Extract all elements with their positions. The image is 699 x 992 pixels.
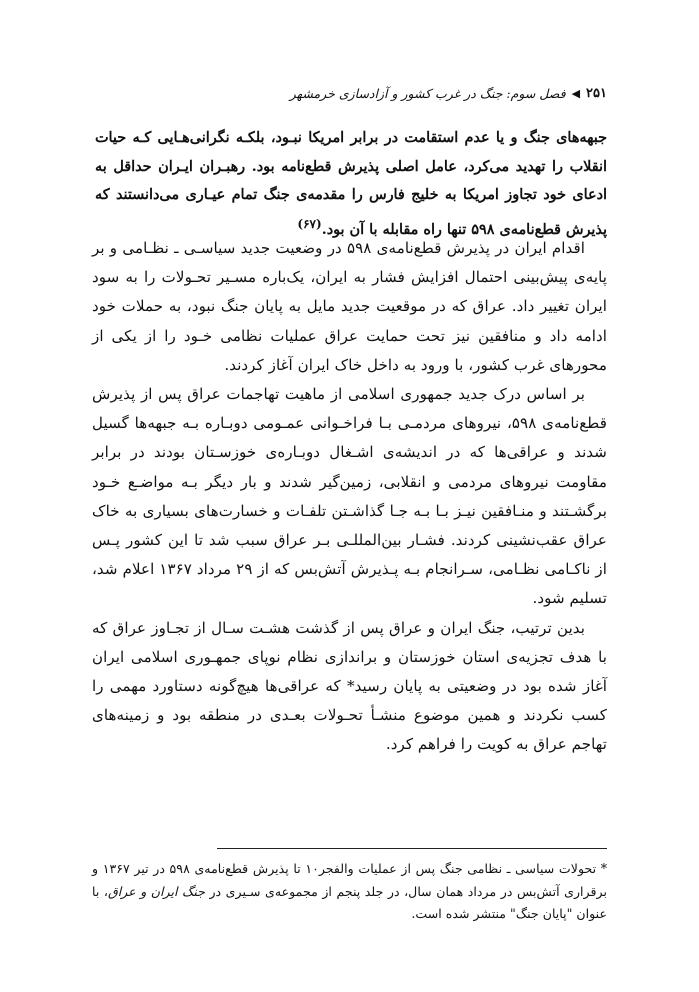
quote-reference: (۶۷) xyxy=(297,216,322,231)
chapter-title: فصل سوم: جنگ در غرب کشور و آزادسازی خرمشهر xyxy=(289,86,566,101)
footnote-text-end: ، با عنوان "پایان جنگ" منتشر شده است. xyxy=(92,883,607,921)
page-number: ۲۵۱ xyxy=(586,86,607,101)
footnote xyxy=(92,858,607,926)
block-quote xyxy=(95,124,607,244)
paragraph: بدین ترتیب، جنگ ایران و عراق پس از گذشت هشـت سـال از تجـاوز عراق که با هدف تجزیه‌ی استان خوزستان و براندازی نظام نوپای جمهـوری اسلامی ایران آغاز شده بود در وضعیتی به پایان رسید* که عراقی‌ها هیچ‌گونه دستاورد مهمی را کسب نکردند و همین موضوع منشـأ تحـولات بعـدی در منطقه بود و زمینه‌های تهاجم عراق به کویت را فراهم کرد. xyxy=(92,618,607,754)
footnote-book-title: جنگ ایران و عراق xyxy=(107,883,205,899)
footnote-divider xyxy=(217,848,607,849)
header-marker-icon: ◀ xyxy=(571,87,581,100)
body-text xyxy=(92,234,607,760)
footnote-paragraph xyxy=(92,858,607,926)
paragraph: بر اساس درک جدید جمهوری اسلامی از ماهیت تهاجمات عراق پس از پذیرش قطع‌نامه‌ی ۵۹۸، نیروهای مردمـی بـا فراخـوانی عمـومی دوبـاره بـه جبهه‌ها گسیل شدند و عراقی‌ها که در اندیشه‌ی اشـغال دوبـاره‌ی خوزسـتان بودند در برابر مقاومت نیروهای مردمی و انقلابی، زمین‌گیر شدند و بار دیگر بـه مواضـع خـود برگشـتند و منـافقین نیـز بـا بـه جـا گذاشـتن تلفـات و خسارت‌های بسیاری به خاک عراق عقب‌نشینی کردند. فشـار بین‌المللـی بـر عراق سبب شد تا این کشور پـس از ناکـامی نظـامی، سـرانجام بـه پـذیرش آتش‌بس که از ۲۹ مرداد ۱۳۶۷ اعلام شد، تسلیم شود. xyxy=(92,385,608,608)
quote-paragraph xyxy=(95,124,607,244)
footnote-text: * تحولات سیاسی ـ نظامی جنگ پس از عملیات والفجر۱۰ تا پذیرش قطع‌نامه‌ی ۵۹۸ در تیر ۱۳۶۷ و برقراری آتش‌بس در مرداد همان سال، در جلد پنجم از مجموعه‌ی سـیری در xyxy=(92,861,607,899)
running-header xyxy=(92,86,607,101)
quote-text: جبهه‌های جنگ و یا عدم استقامت در برابر امریکا نبـود، بلکـه نگرانی‌هـایی کـه حیات انقلاب را تهدید می‌کرد، عامل اصلی پذیرش قطع‌نامه بود. رهبـران ایـران حداقل به ادعای خود تجاوز امریکا به خلیج فارس را مقدمه‌ی جنگ تمام عیـاری می‌دانستند که پذیرش قطع‌نامه‌ی ۵۹۸ تنها راه مقابله با آن بود. xyxy=(95,129,607,238)
paragraph: اقدام ایران در پذیرش قطع‌نامه‌ی ۵۹۸ در وضعیت جدید سیاسـی ـ نظـامی و بر پایه‌ی پیش‌بینی احتمال افزایش فشار به ایران، یک‌باره مسـیر تحـولات را به سود ایران تغییر داد. عراق که در موقعیت جدید مایل به پایان جنگ نبود، به حملات خود ادامه داد و منافقین نیز تحت حمایت عراق عملیات نظامی خـود را از یکی از محورهای غرب کشور، با ورود به داخل خاک ایران آغاز کردند. xyxy=(92,239,607,374)
